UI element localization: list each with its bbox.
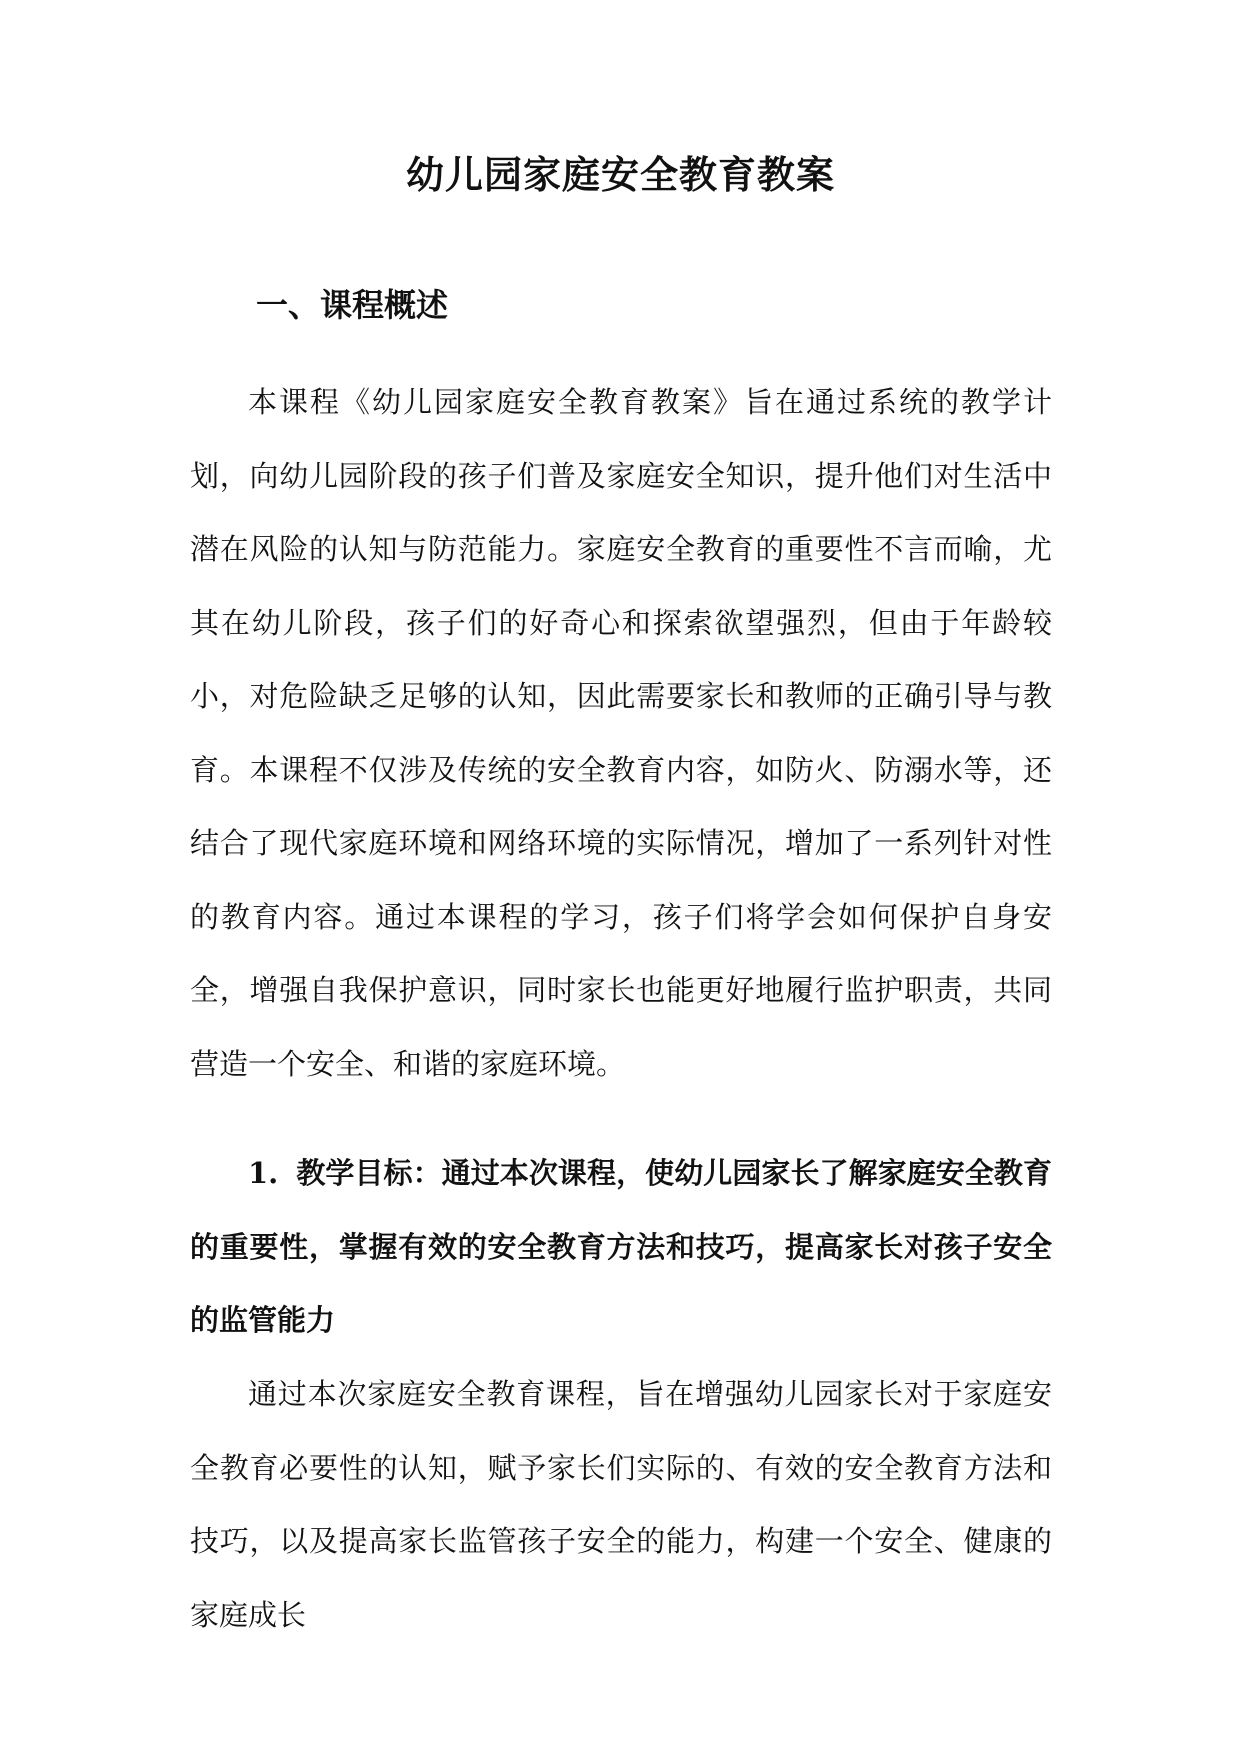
teaching-goal-heading bbox=[190, 1137, 1052, 1358]
goal-number: 1. bbox=[248, 1156, 279, 1190]
overview-paragraph: 本课程《幼儿园家庭安全教育教案》旨在通过系统的教学计划，向幼儿园阶段的孩子们普及家庭安全知识，提升他们对生活中潜在风险的认知与防范能力。家庭安全教育的重要性不言而喻，尤其在幼儿阶段，孩子们的好奇心和探索欲望强烈，但由于年龄较小，对危险缺乏足够的认知，因此需要家长和教师的正确引导与教育。本课程不仅涉及传统的安全教育内容，如防火、防溺水等，还结合了现代家庭环境和网络环境的实际情况，增加了一系列针对性的教育内容。通过本课程的学习，孩子们将学会如何保护自身安全，增强自我保护意识，同时家长也能更好地履行监护职责，共同营造一个安全、和谐的家庭环境。 bbox=[190, 385, 1052, 1081]
document-title: 幼儿园家庭安全教育教案 bbox=[405, 152, 835, 197]
goal-text: 教学目标：通过本次课程，使幼儿园家长了解家庭安全教育的重要性，掌握有效的安全教育方法和技巧，提高家长对孩子安全的监管能力 bbox=[190, 1156, 1052, 1337]
goal-paragraph: 通过本次家庭安全教育课程，旨在增强幼儿园家长对于家庭安全教育必要性的认知，赋予家长们实际的、有效的安全教育方法和技巧，以及提高家长监管孩子安全的能力，构建一个安全、健康的家庭成长 bbox=[190, 1377, 1052, 1632]
section-heading-overview: 一、课程概述 bbox=[256, 286, 449, 324]
